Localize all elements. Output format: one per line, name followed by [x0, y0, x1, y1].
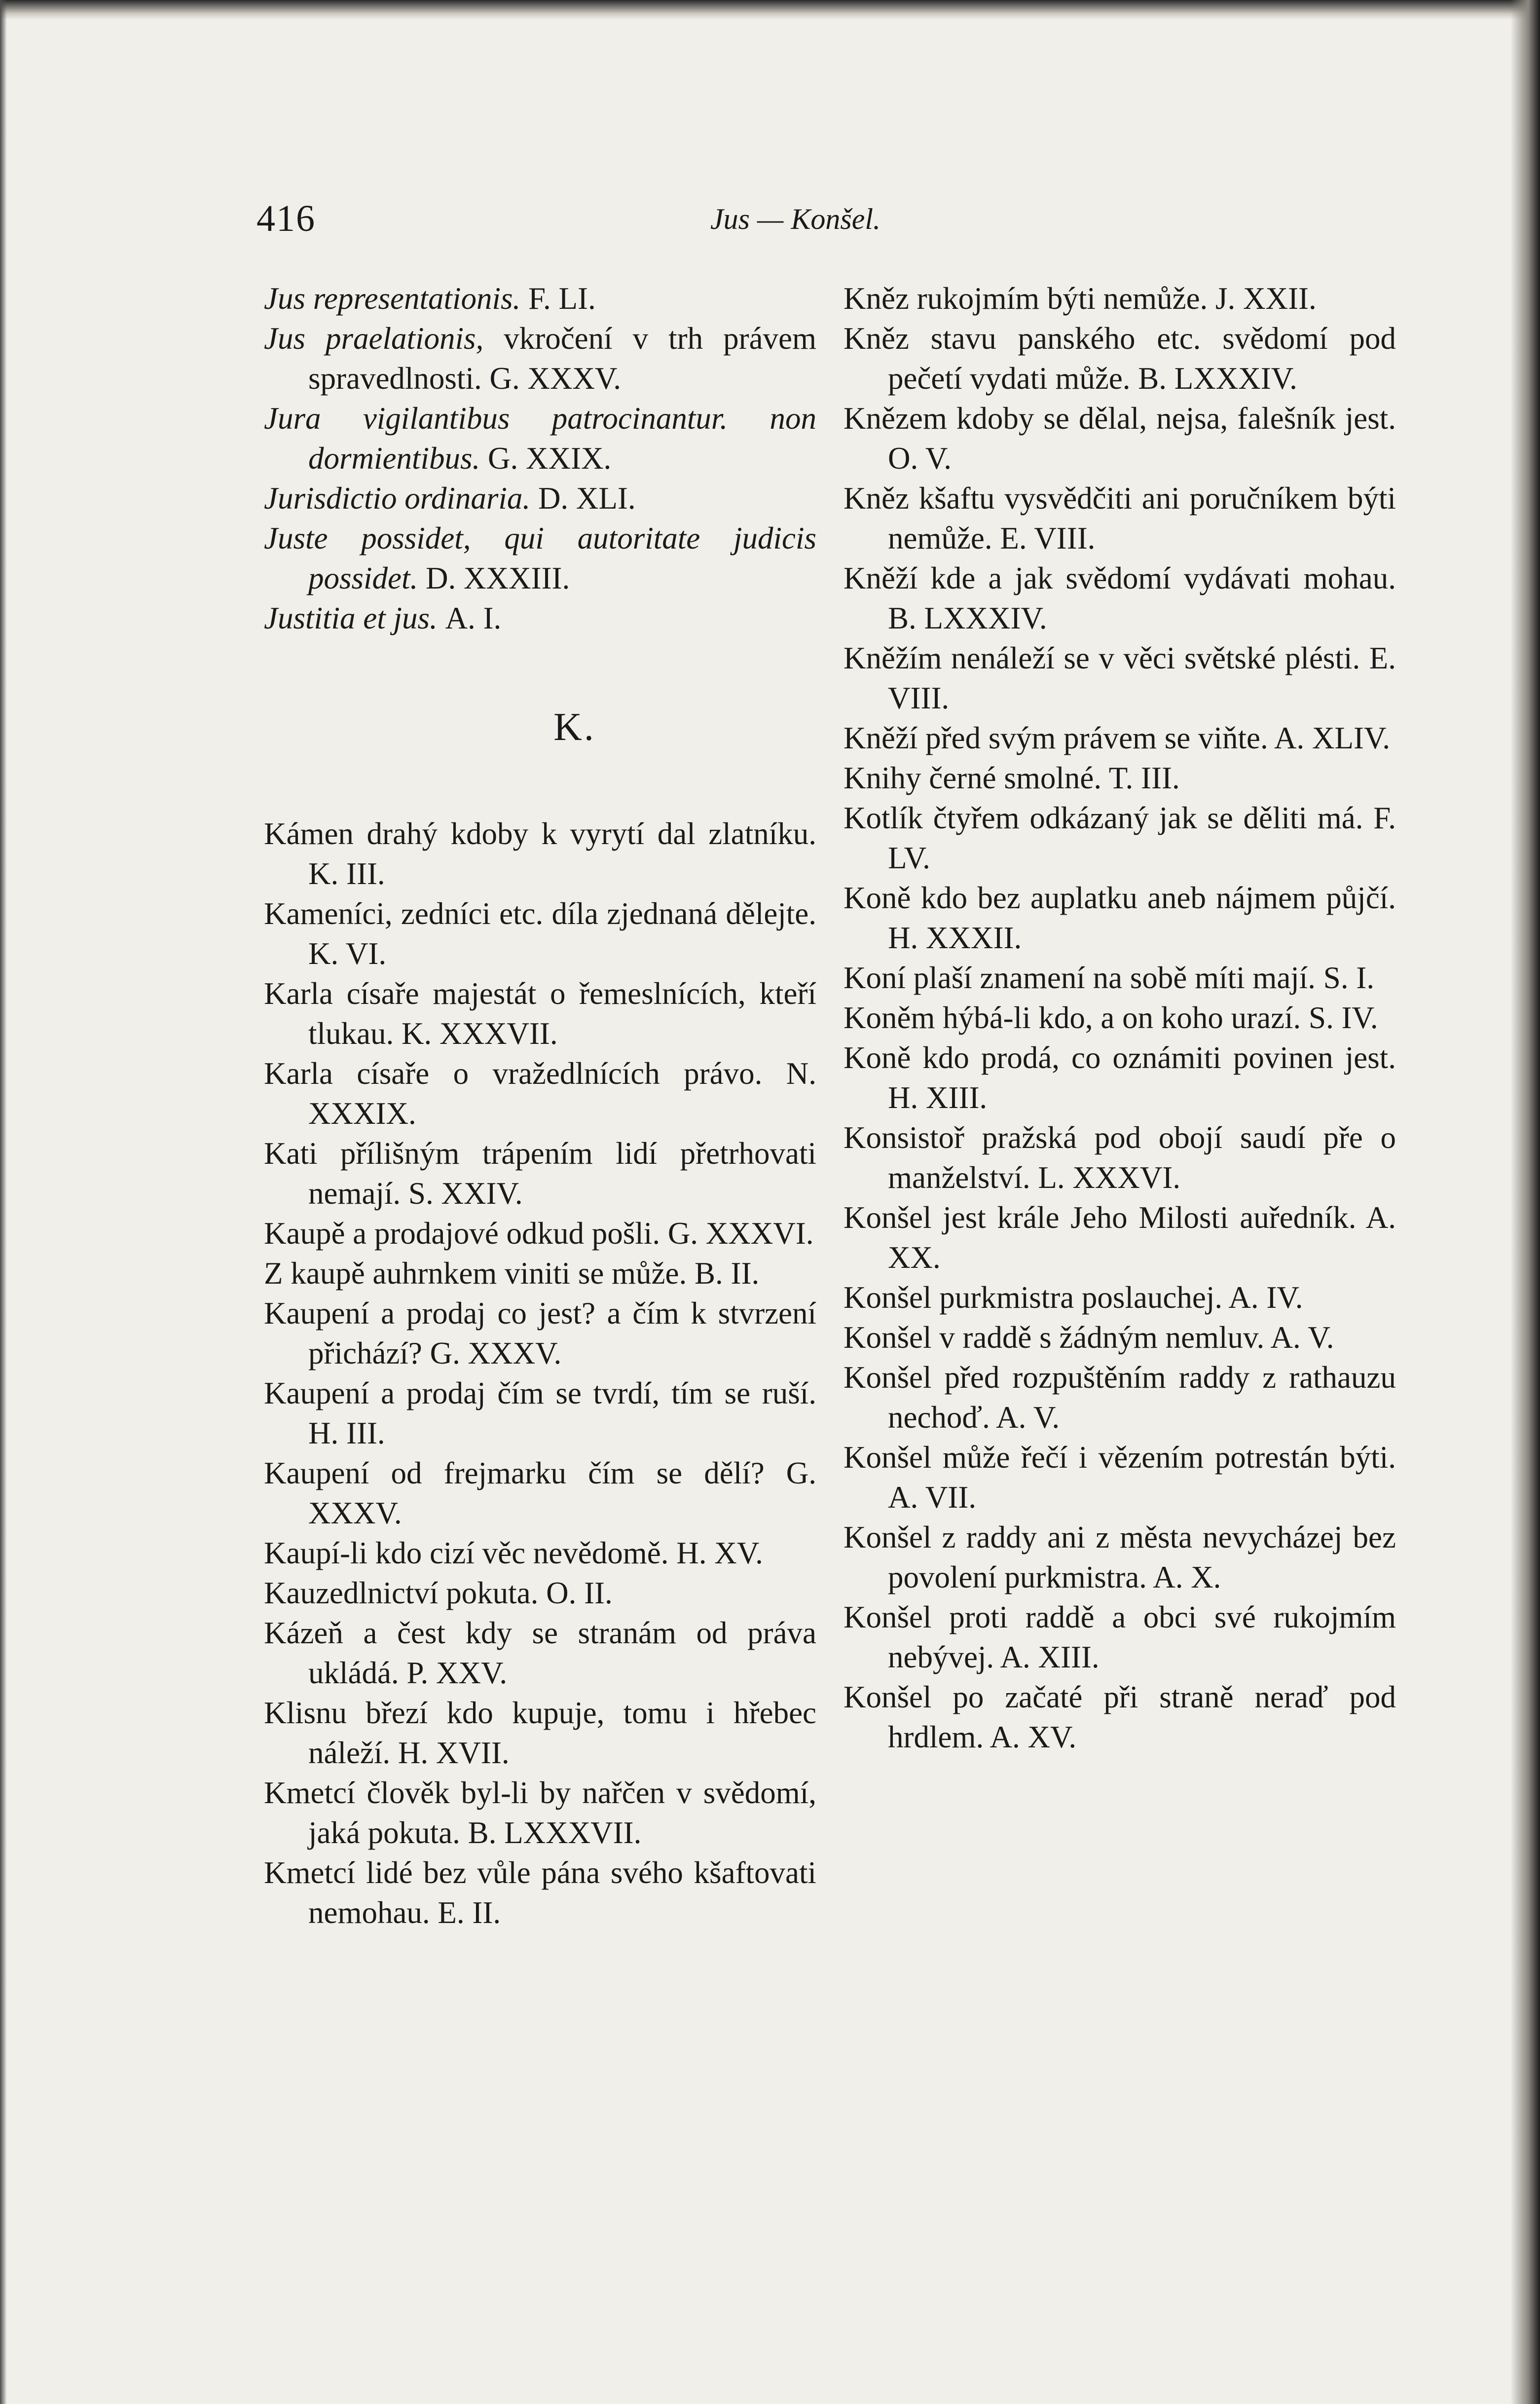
- entry-ref: F. LI.: [528, 281, 596, 316]
- index-entry-latin: [264, 319, 816, 399]
- index-entry: Z kaupě auhrnkem viniti se může. B. II.: [264, 1256, 760, 1291]
- left-column: [264, 279, 816, 1933]
- index-entry: Kněžím nenáleží se v věci světské plésti. E. VIII.: [843, 641, 1396, 715]
- index-entry: Koně kdo bez auplatku aneb nájmem půjčí. H. XXXII.: [843, 881, 1396, 955]
- entry-head: Jurisdictio ordinaria.: [264, 481, 531, 516]
- index-entry-latin: [264, 279, 816, 319]
- index-entry: Kaupí-li kdo cizí věc nevědomě. H. XV.: [264, 1536, 763, 1570]
- index-entry: Konšel před rozpuštěním raddy z rathauzu nechoď. A. V.: [843, 1360, 1396, 1435]
- index-entry: Konšel může řečí i vězením potrestán býti. A. VII.: [843, 1440, 1396, 1515]
- index-entry: Kaupení a prodaj čím se tvrdí, tím se ruší. H. III.: [264, 1376, 816, 1450]
- index-entry: Kaupení od frejmarku čím se dělí? G. XXXV.: [264, 1456, 816, 1530]
- running-head: Jus — Konšel.: [710, 203, 880, 235]
- entry-head: Jura vigilantibus patrocinantur. non dormientibus.: [264, 401, 816, 476]
- entry-ref: D. XLI.: [538, 481, 636, 516]
- entry-head: Jus praelationis,: [264, 321, 484, 356]
- index-entry: Kaupě a prodajové odkud pošli. G. XXXVI.: [264, 1216, 814, 1251]
- index-entry: Konšel z raddy ani z města nevycházej bez povolení purkmistra. A. X.: [843, 1520, 1396, 1594]
- index-entry: Konšel purkmistra poslauchej. A. IV.: [843, 1280, 1303, 1315]
- index-entry: Knihy černé smolné. T. III.: [843, 761, 1180, 795]
- page-number: 416: [257, 198, 316, 239]
- entry-head: Justitia et jus.: [264, 601, 438, 635]
- index-entry-latin: [264, 399, 816, 479]
- index-entry: Karla císaře o vražedlnících právo. N. XXXIX.: [264, 1056, 816, 1131]
- index-entry: Kněží kde a jak svědomí vydávati mohau. B. LXXXIV.: [843, 561, 1396, 635]
- index-entry: Koně kdo prodá, co oznámiti povinen jest. H. XIII.: [843, 1040, 1396, 1115]
- page-edge-left: [0, 0, 7, 2404]
- index-entry: Konšel jest krále Jeho Milosti auředník. A. XX.: [843, 1200, 1396, 1275]
- index-entry: Kázeň a čest kdy se stranám od práva ukládá. P. XXV.: [264, 1616, 816, 1690]
- page-edge-right: [1510, 0, 1540, 2404]
- index-entry: Kotlík čtyřem odkázaný jak se děliti má. F. LV.: [843, 801, 1396, 875]
- index-entry: Kmetcí člověk byl-li by nařčen v svědomí, jaká pokuta. B. LXXXVII.: [264, 1775, 816, 1850]
- entry-ref: D. XXXIII.: [426, 561, 570, 595]
- index-entry: Koněm hýbá-li kdo, a on koho urazí. S. IV.: [843, 1000, 1378, 1035]
- index-entry: Karla císaře majestát o řemeslnících, kteří tlukau. K. XXXVII.: [264, 976, 816, 1051]
- index-entry: Klisnu březí kdo kupuje, tomu i hřebec náleží. H. XVII.: [264, 1696, 816, 1770]
- index-entry: Knězem kdoby se dělal, nejsa, falešník jest. O. V.: [843, 401, 1396, 476]
- section-letter: K.: [553, 705, 596, 749]
- index-entry: Konsistoř pražská pod obojí saudí pře o manželství. L. XXXVI.: [843, 1120, 1396, 1195]
- right-column: [843, 279, 1396, 1757]
- index-entry: Kněz rukojmím býti nemůže. J. XXII.: [843, 281, 1317, 316]
- index-entry: Koní plaší znamení na sobě míti mají. S. I.: [843, 961, 1375, 995]
- entry-ref: vkročení v trh právem spravedlnosti. G. XXXV.: [308, 321, 816, 396]
- entry-ref: A. I.: [445, 601, 502, 635]
- index-entry: Konšel proti raddě a obci své rukojmím nebývej. A. XIII.: [843, 1600, 1396, 1674]
- entry-head: Juste possidet, qui autoritate judicis possidet.: [264, 521, 816, 595]
- entry-head: Jus representationis.: [264, 281, 521, 316]
- index-entry: Konšel v raddě s žádným nemluv. A. V.: [843, 1320, 1334, 1355]
- index-entry: Kameníci, zedníci etc. díla zjednaná dělejte. K. VI.: [264, 896, 816, 971]
- index-entry: Kněz stavu panského etc. svědomí pod pečetí vydati může. B. LXXXIV.: [843, 321, 1396, 396]
- index-entry: Kněží před svým právem se viňte. A. XLIV.: [843, 721, 1391, 755]
- entry-ref: G. XXIX.: [488, 441, 612, 476]
- index-entry-latin: [264, 518, 816, 598]
- index-entry: Kmetcí lidé bez vůle pána svého kšaftovati nemohau. E. II.: [264, 1855, 816, 1930]
- index-entry-latin: [264, 479, 816, 518]
- index-entry: Konšel po začaté při straně neraď pod hrdlem. A. XV.: [843, 1680, 1396, 1754]
- index-entry: Kati přílišným trápením lidí přetrhovati nemají. S. XXIV.: [264, 1136, 816, 1211]
- index-entry: Kauzedlnictví pokuta. O. II.: [264, 1576, 613, 1610]
- index-entry: Kaupení a prodaj co jest? a čím k stvrzení přichází? G. XXXV.: [264, 1296, 816, 1370]
- page-header: [257, 197, 1411, 252]
- index-entry: Kámen drahý kdoby k vyrytí dal zlatníku. K. III.: [264, 816, 816, 891]
- page-edge-top: [0, 0, 1540, 20]
- index-entry: Kněz kšaftu vysvědčiti ani poručníkem býti nemůže. E. VIII.: [843, 481, 1396, 555]
- index-entry-latin: [264, 598, 816, 638]
